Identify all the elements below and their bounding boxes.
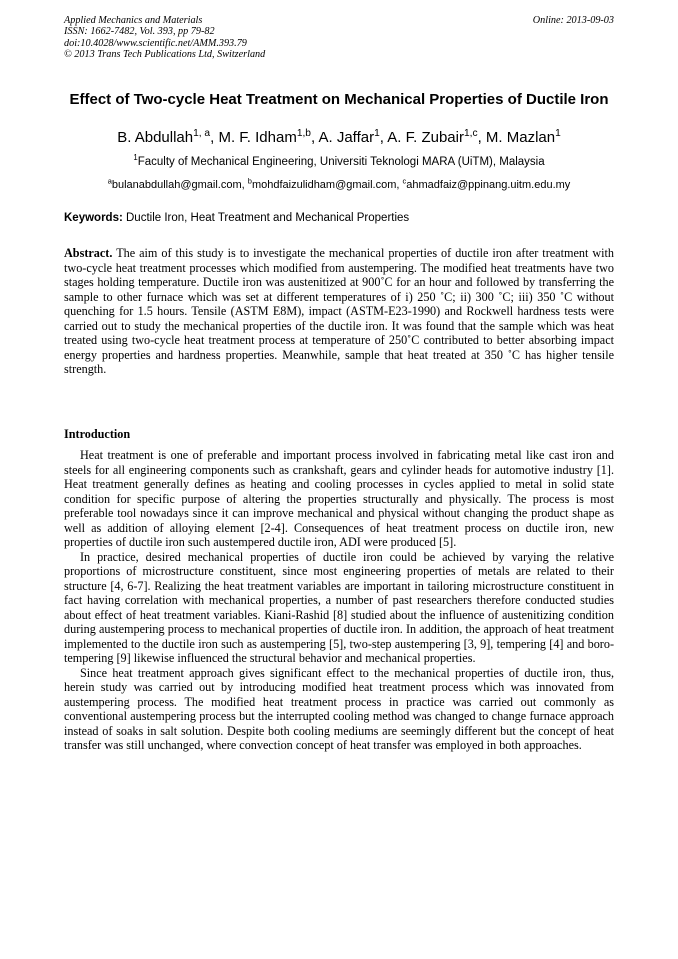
online-date: Online: 2013-09-03	[532, 15, 614, 26]
author-name: M. F. Idham	[218, 129, 297, 146]
copyright-line: © 2013 Trans Tech Publications Ltd, Switzerland	[64, 48, 266, 60]
affiliation-sup: 1	[133, 153, 138, 163]
email-sup: b	[247, 176, 252, 186]
author-name: M. Mazlan	[485, 129, 556, 146]
author-sup: 1	[374, 128, 380, 139]
keywords-text: Ductile Iron, Heat Treatment and Mechanical Properties	[126, 212, 410, 224]
paragraph: Heat treatment is one of preferable and important process involved in fabricating metal like cast iron and steels for all engineering components such as crankshaft, gears and cylinder heads for automotive industry [1]. Heat treatment generally defines as heating and cooling processes in cycles applied to metal in solid state condition for specific purpose of altering the properties structurally and physically. The process is most preferable tool nowadays since it can improve mechanical and physical without changing the product shape as well as addition of alloying element [2-4]. Consequences of heat treatment process on ductile iron, new properties of ductile iron such austempered ductile iron, ADI were produced [5].	[64, 448, 614, 549]
author-list: B. Abdullah$^{1, a}$, M. F. Idham$^{1,b}$, A. Jaffar$^1$, A. F. Zubair$^{1,c}$, M. Mazlan$^1$	[117, 128, 561, 146]
introduction-heading: Introduction	[64, 427, 131, 441]
abstract-label: Abstract.	[64, 246, 113, 260]
keywords-label: Keywords:	[64, 212, 123, 224]
email-list: $^a$bulanabdullah@gmail.com, $^b$mohdfaizulidham@gmail.com, $^c$ahmadfaiz@ppinang.uitm.edu.my	[107, 176, 571, 191]
email-sup: a	[107, 176, 112, 186]
affiliation-text: Faculty of Mechanical Engineering, Universiti Teknologi MARA (UiTM), Malaysia	[137, 156, 545, 168]
author-sup: 1,c	[463, 128, 478, 139]
keywords	[64, 211, 614, 225]
affiliation	[40, 155, 638, 169]
email-address[interactable]: ahmadfaiz@ppinang.uitm.edu.my	[406, 179, 571, 191]
abstract	[64, 246, 614, 377]
issn-line: ISSN: 1662-7482, Vol. 393, pp 79-82	[64, 26, 215, 38]
doi-line: doi:10.4028/www.scientific.net/AMM.393.79	[64, 37, 247, 49]
introduction-body	[64, 448, 614, 753]
author-sup: 1,b	[296, 128, 311, 139]
author-sup: 1, a	[193, 128, 211, 139]
paper-title: Effect of Two-cycle Heat Treatment on Mechanical Properties of Ductile Iron	[69, 91, 609, 108]
abstract-text: The aim of this study is to investigate the mechanical properties of ductile iron after treatment with two-cycle heat treatment processes which modified from austempering. The modified heat treatments have two stages holding temperature. Ductile iron was austenitized at 900˚C for an hour and followed by transferring the sample to other furnace which was set at different temperatures of i) 250 ˚C; ii) 300 ˚C; iii) 350 ˚C without quenching for 1.5 hours. Tensile (ASTM E8M), impact (ASTM-E23-1990) and Rockwell hardness tests were carried out to study the mechanical properties of the ductile iron. It was found that the sample which was heat treated using two-cycle heat treatment process at temperature of 250˚C contributed to better absorbing impact energy properties and hardness properties. Meanwhile, sample that heat treated at 350 ˚C has higher tensile strength.	[64, 246, 614, 376]
author-sup: 1	[555, 128, 561, 139]
author-name: B. Abdullah	[117, 129, 194, 146]
email-address[interactable]: mohdfaizulidham@gmail.com	[251, 179, 397, 191]
paragraph: In practice, desired mechanical properties of ductile iron could be achieved by varying the relative proportions of microstructure constituent, since most engineering properties of metals are related to their structure [4, 6-7]. Realizing the heat treatment variables are important in tailoring microstructure constituent in fact having correlation with mechanical properties, a number of past researchers therefore conducted studies about effect of heat treatment variables. Kiani-Rashid [8] studied about the influence of austenitizing condition during austempering process to mechanical properties of ductile iron. In addition, the approach of heat treatment implemented to the ductile iron such as austempering [5], two-step austempering [3, 9], tempering [4] and boro-tempering [9] likewise influenced the structural behavior and mechanical properties.	[64, 549, 614, 665]
author-name: A. F. Zubair	[387, 129, 464, 146]
email-address[interactable]: bulanabdullah@gmail.com	[111, 179, 242, 191]
author-name: A. Jaffar	[318, 129, 375, 146]
journal-name: Applied Mechanics and Materials	[64, 15, 203, 26]
journal-header	[64, 15, 614, 60]
email-sup: c	[402, 176, 407, 186]
paragraph: Since heat treatment approach gives significant effect to the mechanical properties of ductile iron, thus, herein study was carried out by introducing modified heat treatment process which was innovated from austempering process. The modified heat treatment process in practice was carried out commonly as conventional austempering process but the interrupted cooling method was changed to change furnace approach instead of soaks in salt solution. Despite both cooling mediums are seemingly different but the concept of heat transfer was still unchanged, where convection concept of heat transfer was employed in both approaches.	[64, 665, 614, 752]
